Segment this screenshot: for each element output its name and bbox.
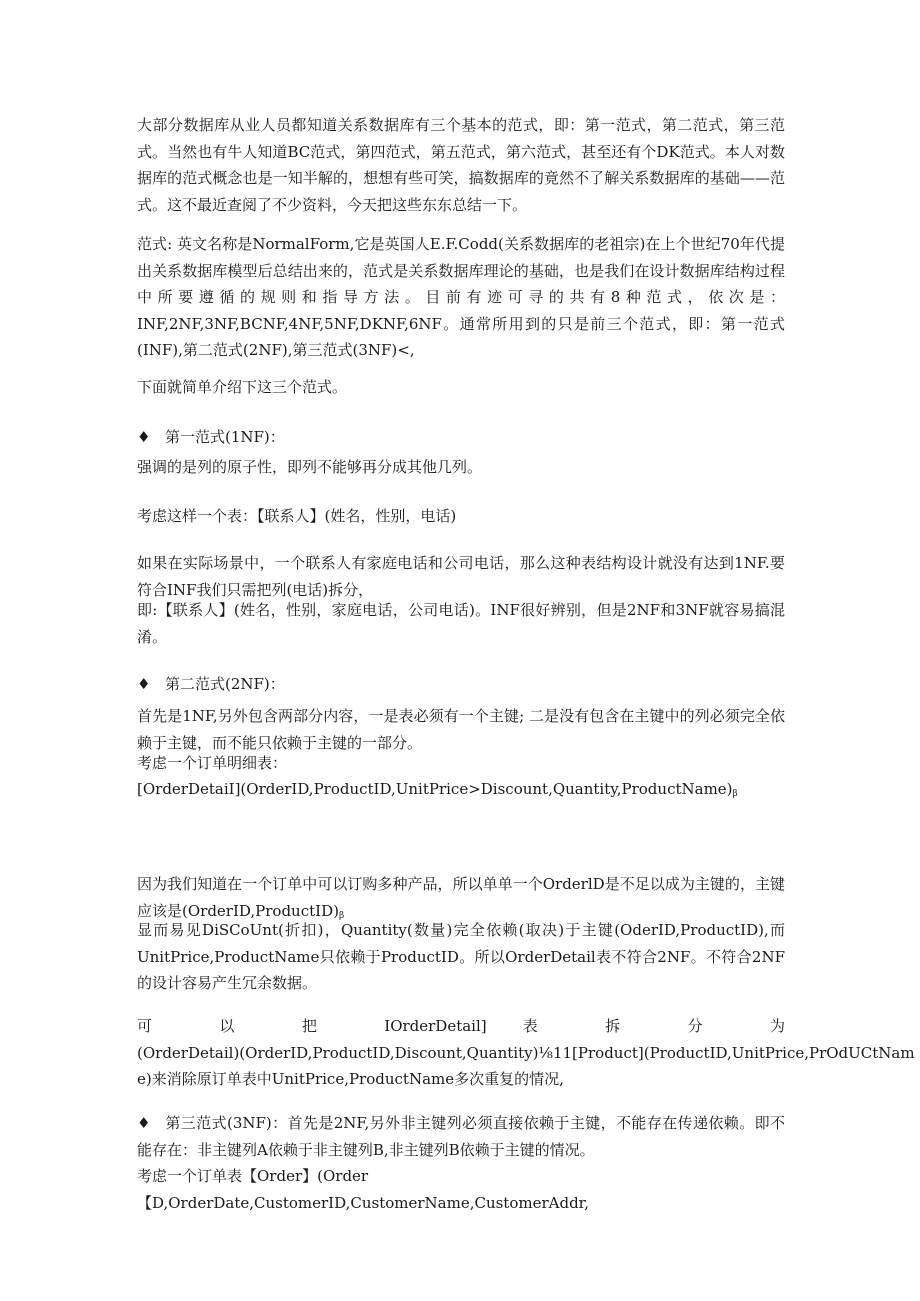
schema-subscript: β (732, 789, 738, 799)
section-3nf-heading (137, 1110, 785, 1163)
split-line-1: 可 以 把 IOrderDetail] 表 拆 分 为 (137, 1017, 785, 1035)
section-1nf-result: 即:【联系人】(姓名，性别，家庭电话，公司电话)。INF很好辨别，但是2NF和3NF就容易搞混淆。 (137, 601, 785, 646)
section-2nf-order-detail (137, 776, 785, 808)
primary-key-text: 因为我们知道在一个订单中可以订购多种产品，所以单单一个OrderlD是不足以成为主键的，主键应该是(OrderID,ProductID) (137, 875, 785, 920)
normal-form-paragraph: 范式: 英文名称是NormalForm,它是英国人E.F.Codd(关系数据库的老祖宗)在上个世纪70年代提出关系数据库模型后总结出来的，范式是关系数据库理论的基础，也是我们在设计数据库结构过程中所要遵循的规则和指导方法。目前有迹可寻的共有8种范式，依次是：INF,2NF,3NF,BCNF,4NF,5NF,DKNF,6NF。通常所用到的只是前三个范式，即：第一范式(INF),第二范式(2NF),第三范式(3NF)<, (137, 235, 785, 359)
section-2nf-title: 第二范式(2NF)： (165, 675, 285, 693)
order-detail-schema: [OrderDetaiI](OrderID,ProductID,UnitPrice>Discount,Quantity,ProductName) (137, 780, 733, 798)
section-1nf-definition: 强调的是列的原子性，即列不能够再分成其他几列。 (137, 458, 483, 476)
section-2nf-table-intro: 考虑一个订单明细表： (137, 754, 288, 772)
section-3nf-order-example: 考虑一个订单表【Order】(Order【D,OrderDate,CustomerID,CustomerName,CustomerAddr, (137, 1167, 589, 1212)
section-1nf-table-example: 考虑这样一个表：【联系人】(姓名，性别，电话) (137, 507, 457, 525)
section-2nf-heading (137, 671, 785, 698)
section-2nf-split (137, 1013, 915, 1093)
section-1nf-title: 第一范式(1NF)： (165, 428, 285, 446)
section-1nf-heading (137, 424, 785, 451)
primary-key-subscript: β (338, 910, 345, 921)
split-line-3: e)来消除原订单表中UnitPrice,ProductName多次重复的情况, (137, 1070, 564, 1088)
bullet-diamond-icon: ♦ (137, 1114, 151, 1132)
bullet-diamond-icon: ♦ (137, 675, 151, 693)
section-3nf-definition: 第三范式(3NF)：首先是2NF,另外非主键列必须直接依赖于主键，不能存在传递依赖。即不能存在：非主键列A依赖于非主键列B,非主键列B依赖于主键的情况。 (137, 1114, 785, 1159)
section-2nf-dependency: 显而易见DiSCoUnt(折扣)，Quantity(数量)完全依赖(取决)于主键(OderID,ProductID),而UnitPrice,ProductName只依赖于ProductID。所以OrderDetail表不符合2NF。不符合2NF的设计容易产生冗余数据。 (137, 921, 785, 992)
section-2nf-definition: 首先是1NF,另外包含两部分内容，一是表必须有一个主键; 二是没有包含在主键中的列必须完全依赖于主键，而不能只依赖于主键的一部分。 (137, 707, 785, 752)
section-1nf-scenario: 如果在实际场景中，一个联系人有家庭电话和公司电话，那么这种表结构设计就没有达到1NF.要符合INF我们只需把列(电话)拆分， (137, 554, 785, 599)
bullet-diamond-icon: ♦ (137, 428, 151, 446)
intro-paragraph: 大部分数据库从业人员都知道关系数据库有三个基本的范式，即：第一范式，第二范式，第三范式。当然也有牛人知道BC范式，第四范式，第五范式，第六范式，甚至还有个DK范式。本人对数据库的范式概念也是一知半解的，想想有些可笑，搞数据库的竟然不了解关系数据库的基础——范式。这不最近查阅了不少资料，今天把这些东东总结一下。 (137, 116, 785, 214)
intro-summary-line: 下面就简单介绍下这三个范式。 (137, 378, 348, 396)
split-line-2: (OrderDetail)(OrderID,ProductID,Discount,Quantity)⅛11[Product](ProductID,UnitPrice,PrOdUCtNam (137, 1043, 915, 1062)
